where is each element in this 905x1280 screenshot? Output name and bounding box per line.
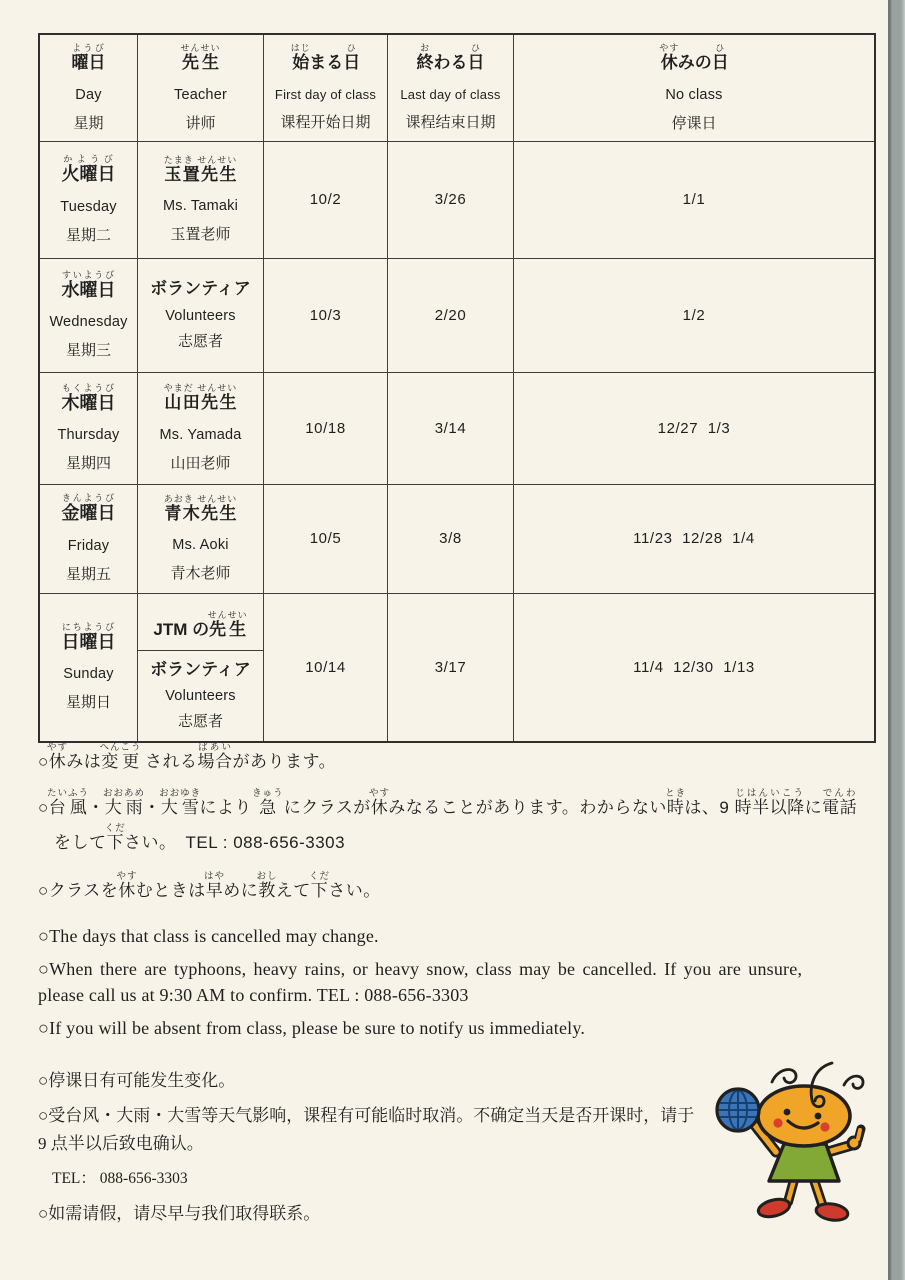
- teacher-zh: 青木老师: [170, 566, 231, 583]
- header-day-en: Day: [75, 86, 102, 103]
- header-first-day-zh: 课程开始日期: [280, 115, 371, 132]
- en-note-weather: ○When there are typhoons, heavy rains, or heavy snow, class may be cancelled. If you are unsure,: [38, 959, 803, 980]
- teacher-jp: ボランティア: [150, 660, 251, 680]
- last-day-cell: 2/20: [388, 258, 514, 372]
- header-teacher-zh: 讲师: [185, 115, 216, 132]
- day-cell: [39, 141, 138, 258]
- last-day-cell: 3/8: [388, 484, 514, 593]
- zh-note-weather: ○受台风・大雨・大雪等天气影响，课程有可能临时取消。不确定当天是否开课时，请于: [38, 1106, 695, 1126]
- header-day-jp: 曜日ようび: [71, 42, 106, 72]
- header-teacher-en: Teacher: [174, 86, 227, 103]
- teacher-volunteers-subcell: [138, 651, 263, 741]
- header-cell-first-day: [264, 34, 388, 141]
- jp-note-cancellation-change: ○休やすみは変更へんこう される場合ばあいがあります。: [38, 742, 337, 771]
- first-day-cell: 10/14: [264, 593, 388, 742]
- day-jp: 金曜日きんようび: [61, 493, 116, 524]
- table-row-wednesday: [39, 258, 875, 372]
- header-first-day-jp: 始はじまる日ひ: [290, 43, 361, 73]
- last-day-cell: 3/17: [388, 593, 514, 742]
- day-cell: [39, 484, 138, 593]
- no-class-cell: 12/27 1/3: [514, 372, 876, 484]
- header-cell-no-class: [514, 34, 876, 141]
- first-day-cell: 10/2: [264, 141, 388, 258]
- teacher-cell: [138, 258, 264, 372]
- class-schedule-table: [38, 33, 876, 743]
- jp-note-weather-phone: をして下ください。 TEL : 088-656-3303: [54, 822, 346, 852]
- table-row-tuesday: [39, 141, 875, 258]
- table-row-sunday: [39, 593, 875, 742]
- day-cell: [39, 372, 138, 484]
- zh-note-weather-2: 9 点半以后致电确认。: [38, 1134, 204, 1154]
- header-day-zh: 星期: [73, 115, 104, 132]
- header-last-day-jp: 終おわる日ひ: [416, 43, 485, 73]
- day-en: Friday: [67, 537, 110, 554]
- teacher-cell: [138, 141, 264, 258]
- mascot-left-shoe: [757, 1196, 792, 1219]
- day-jp: 水曜日すいようび: [61, 269, 116, 300]
- teacher-cell-split: [138, 593, 264, 742]
- mascot-head: [758, 1086, 850, 1146]
- day-zh: 星期日: [65, 695, 111, 712]
- teacher-zh: 玉置老师: [170, 227, 231, 244]
- day-en: Thursday: [57, 427, 120, 444]
- teacher-cell: [138, 484, 264, 593]
- table-row-thursday: [39, 372, 875, 484]
- header-no-class-zh: 停课日: [671, 115, 717, 132]
- day-zh: 星期五: [65, 566, 111, 583]
- en-note-weather-phone: please call us at 9:30 AM to confirm. TEL : 088-656-3303: [38, 985, 469, 1006]
- teacher-zh: 志愿者: [177, 334, 223, 351]
- teacher-cell: [138, 372, 264, 484]
- day-en: Wednesday: [49, 314, 128, 331]
- teacher-jp: 山田先生やまだ せんせい: [163, 383, 238, 413]
- zh-note-cancellation-change: ○停课日有可能发生变化。: [38, 1071, 236, 1091]
- zh-note-phone: TEL： 088-656-3303: [52, 1169, 188, 1187]
- header-cell-teacher: [138, 34, 264, 141]
- en-note-absence: ○If you will be absent from class, please be sure to notify us immediately.: [38, 1018, 586, 1039]
- teacher-en: Volunteers: [165, 308, 236, 325]
- jp-note-absence: ○クラスを休やすむときは早はやめに教おしえて下ください。: [38, 870, 381, 900]
- first-day-cell: 10/18: [264, 372, 388, 484]
- no-class-cell: 11/23 12/28 1/4: [514, 484, 876, 593]
- day-jp: 木曜日もくようび: [61, 382, 116, 413]
- no-class-cell: 11/4 12/30 1/13: [514, 593, 876, 742]
- header-no-class-jp: 休やすみの日ひ: [659, 42, 729, 72]
- first-day-cell: 10/3: [264, 258, 388, 372]
- mascot-illustration: [712, 1060, 880, 1225]
- day-jp: 火曜日かようび: [61, 154, 116, 185]
- day-cell: [39, 258, 138, 372]
- scanner-edge-shadow: [888, 0, 905, 1280]
- header-first-day-en: First day of class: [274, 87, 377, 103]
- day-cell: [39, 593, 138, 742]
- teacher-jp: ボランティア: [150, 278, 251, 298]
- teacher-en: Volunteers: [165, 687, 236, 704]
- day-en: Tuesday: [60, 198, 117, 215]
- day-zh: 星期四: [65, 456, 111, 473]
- teacher-zh: 山田老师: [170, 455, 231, 472]
- header-cell-last-day: [388, 34, 514, 141]
- teacher-en: Ms. Tamaki: [162, 198, 239, 215]
- day-zh: 星期二: [65, 227, 111, 244]
- mascot-legs: [788, 1180, 822, 1204]
- header-last-day-en: Last day of class: [400, 87, 501, 103]
- globe-icon: [717, 1089, 759, 1131]
- teacher-jp: 青木先生あおき せんせい: [163, 493, 238, 523]
- no-class-cell: 1/2: [514, 258, 876, 372]
- teacher-zh: 志愿者: [177, 713, 223, 730]
- day-zh: 星期三: [65, 343, 111, 360]
- teacher-jp: JTM の先生せんせい: [153, 609, 248, 639]
- first-day-cell: 10/5: [264, 484, 388, 593]
- jp-note-weather: ○台風たいふう・大雨おおあめ・大雪おおゆきにより 急きゅう にクラスが休やすみなることがあります。わからない時ときは、9 時半以降じはんいこうに電話でんわ: [38, 788, 858, 818]
- day-en: Sunday: [63, 666, 114, 683]
- header-teacher-jp: 先生せんせい: [180, 42, 221, 72]
- teacher-en: Ms. Aoki: [172, 537, 229, 554]
- no-class-cell: 1/1: [514, 141, 876, 258]
- last-day-cell: 3/14: [388, 372, 514, 484]
- table-row-friday: [39, 484, 875, 593]
- en-note-cancellation-change: ○The days that class is cancelled may change.: [38, 926, 379, 946]
- teacher-jp: 玉置先生たまき せんせい: [163, 154, 238, 184]
- day-jp: 日曜日にちようび: [61, 621, 116, 652]
- header-cell-day: [39, 34, 138, 141]
- header-no-class-en: No class: [665, 86, 723, 103]
- table-header-row: [39, 34, 875, 141]
- zh-note-absence: ○如需请假，请尽早与我们取得联系。: [38, 1204, 321, 1224]
- teacher-en: Ms. Yamada: [159, 426, 242, 443]
- header-last-day-zh: 课程结束日期: [405, 115, 496, 132]
- mascot-right-shoe: [815, 1202, 849, 1223]
- last-day-cell: 3/26: [388, 141, 514, 258]
- teacher-jtm-subcell: [138, 594, 263, 652]
